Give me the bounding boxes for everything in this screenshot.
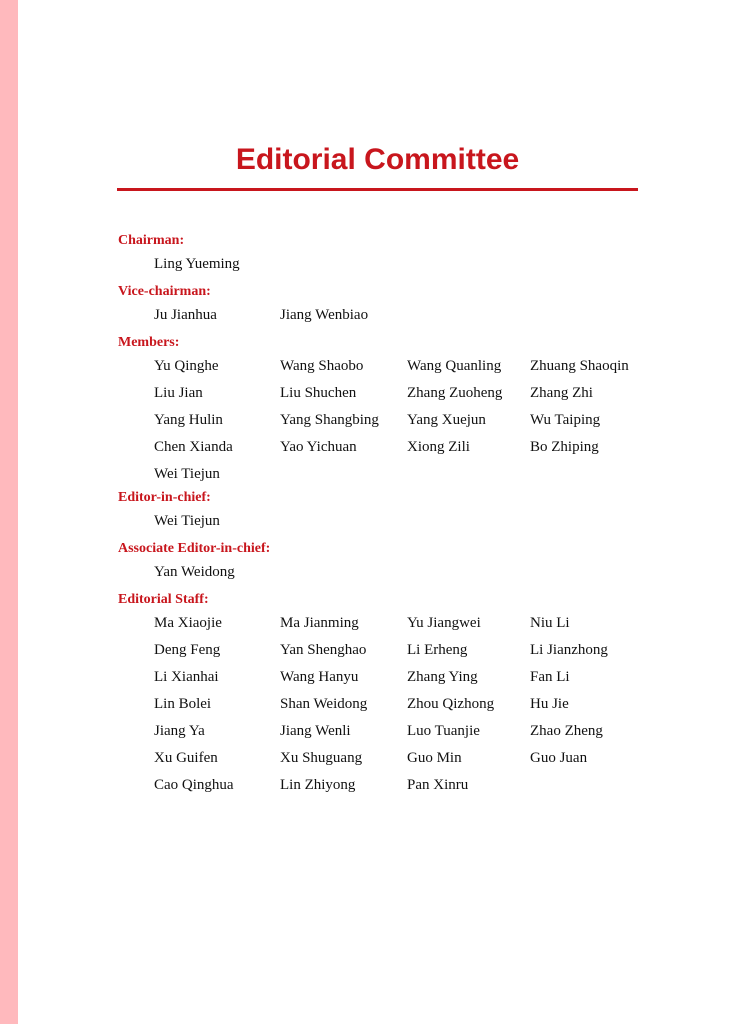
name-grid [118,353,678,488]
committee-member-name: Lin Zhiyong [280,777,356,793]
committee-member-name: Liu Shuchen [280,385,357,401]
committee-list [118,231,678,799]
section-vice-chairman [118,282,678,329]
committee-member-name: Shan Weidong [280,696,368,712]
committee-member-name: Guo Min [407,750,462,766]
committee-member-name: Xiong Zili [407,439,470,455]
committee-member-name: Chen Xianda [154,439,233,455]
committee-member-name: Zhuang Shaoqin [530,358,629,374]
committee-member-name: Yu Qinghe [154,358,219,374]
name-grid [118,251,678,278]
committee-member-name: Li Jianzhong [530,642,608,658]
name-grid [118,302,678,329]
committee-member-name: Yao Yichuan [280,439,357,455]
committee-member-name: Zhao Zheng [530,723,603,739]
section-label: Vice-chairman: [118,284,211,299]
committee-member-name: Xu Guifen [154,750,218,766]
page-title: Editorial Committee [235,143,520,176]
committee-member-name: Wei Tiejun [154,513,220,529]
committee-member-name: Jiang Wenbiao [280,307,369,323]
title-divider [117,188,638,191]
committee-member-name: Lin Bolei [154,696,212,712]
name-grid [118,508,678,535]
committee-member-name: Ma Xiaojie [154,615,222,631]
committee-member-name: Pan Xinru [407,777,469,793]
committee-member-name: Cao Qinghua [154,777,234,793]
committee-member-name: Ju Jianhua [154,307,217,323]
section-editor-in-chief [118,488,678,535]
committee-member-name: Yu Jiangwei [407,615,481,631]
committee-member-name: Fan Li [530,669,570,685]
committee-member-name: Jiang Wenli [280,723,351,739]
section-chairman [118,231,678,278]
name-grid [118,559,678,586]
committee-member-name: Xu Shuguang [280,750,363,766]
committee-member-name: Guo Juan [530,750,588,766]
section-label: Members: [118,335,180,350]
committee-member-name: Yang Shangbing [280,412,379,428]
section-label: Associate Editor-in-chief: [118,541,271,556]
committee-member-name: Wang Hanyu [280,669,359,685]
section-label: Chairman: [118,233,185,248]
committee-member-name: Ma Jianming [280,615,359,631]
committee-member-name: Ling Yueming [154,256,240,272]
committee-member-name: Li Erheng [407,642,468,658]
committee-member-name: Luo Tuanjie [407,723,480,739]
committee-member-name: Niu Li [530,615,570,631]
committee-member-name: Wu Taiping [530,412,601,428]
committee-member-name: Zhou Qizhong [407,696,495,712]
committee-member-name: Wang Quanling [407,358,502,374]
section-label: Editor-in-chief: [118,490,211,505]
committee-member-name: Deng Feng [154,642,221,658]
name-grid [118,610,678,799]
committee-member-name: Zhang Zuoheng [407,385,503,401]
section-associate-editor-in-chief [118,539,678,586]
committee-member-name: Yang Xuejun [407,412,486,428]
committee-member-name: Hu Jie [530,696,569,712]
committee-member-name: Li Xianhai [154,669,219,685]
committee-member-name: Bo Zhiping [530,439,599,455]
committee-member-name: Yan Shenghao [280,642,367,658]
committee-member-name: Zhang Ying [407,669,478,685]
committee-member-name: Jiang Ya [154,723,205,739]
committee-member-name: Yan Weidong [154,564,235,580]
section-label: Editorial Staff: [118,592,209,607]
committee-member-name: Liu Jian [154,385,203,401]
committee-member-name: Wang Shaobo [280,358,364,374]
committee-member-name: Zhang Zhi [530,385,593,401]
section-members [118,333,678,488]
section-editorial-staff [118,590,678,799]
committee-member-name: Wei Tiejun [154,466,220,482]
committee-member-name: Yang Hulin [154,412,223,428]
